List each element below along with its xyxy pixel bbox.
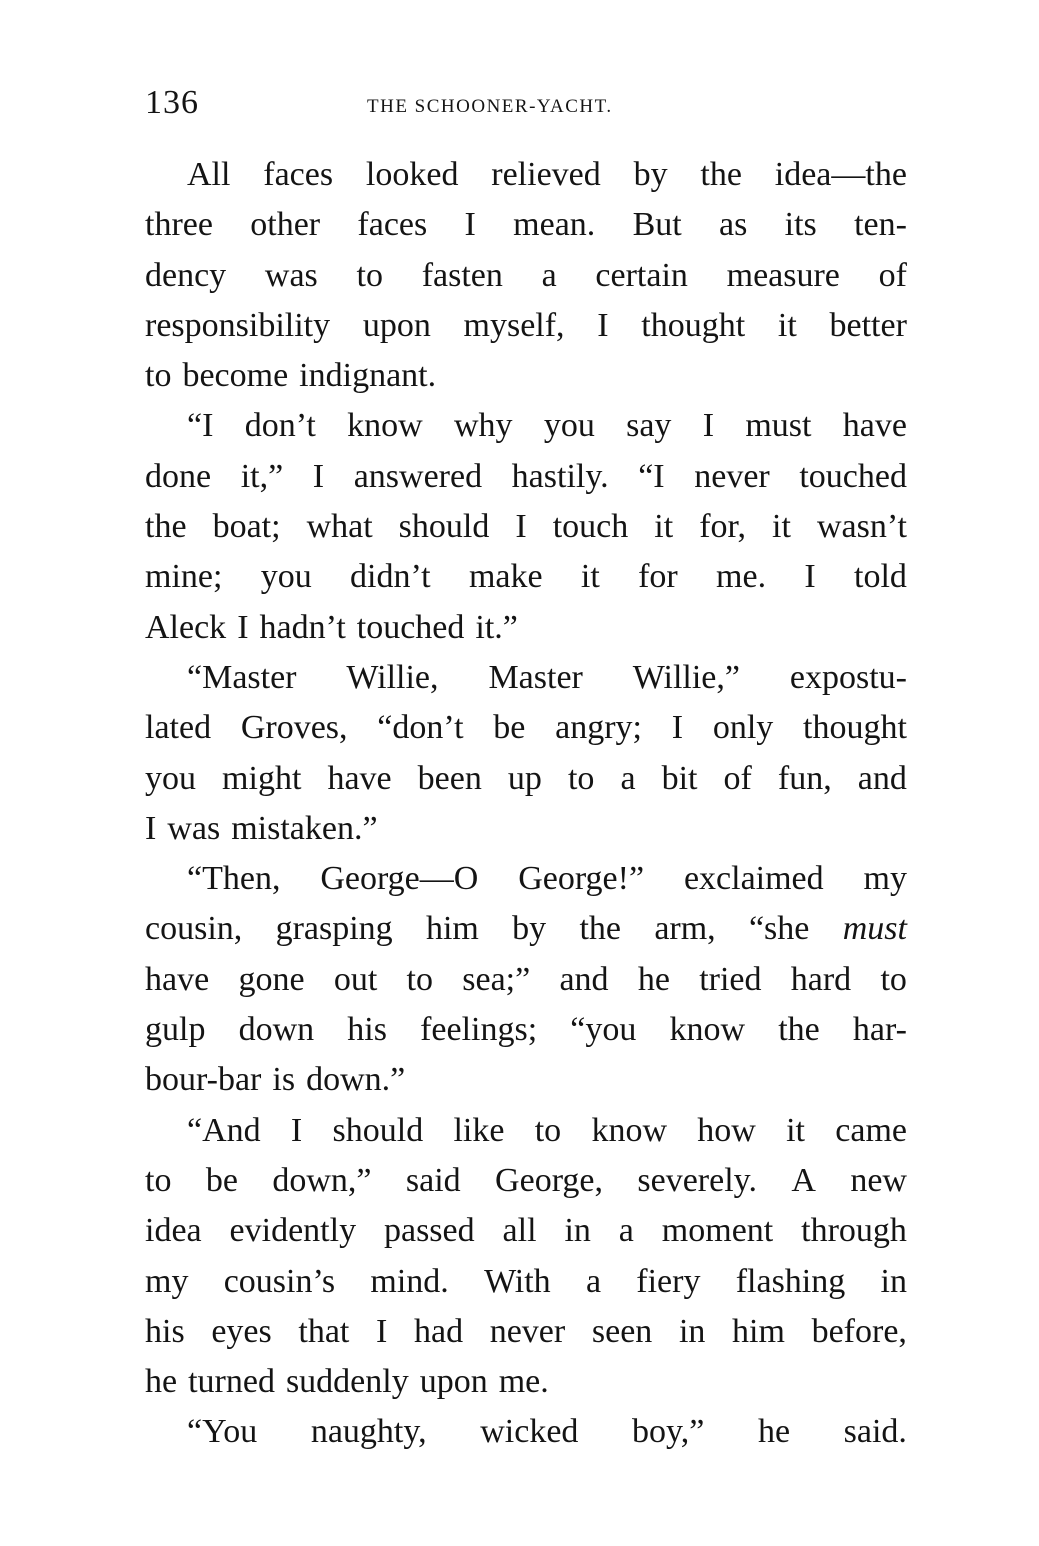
word: certain [595, 256, 688, 294]
word: I [597, 306, 609, 344]
word: “she [748, 910, 810, 948]
word: was [264, 256, 318, 294]
word: him [425, 910, 479, 948]
word: evidently [229, 1212, 357, 1250]
word: hastily. [511, 457, 609, 495]
text-line [145, 603, 907, 653]
word: idea—the [774, 156, 907, 193]
word: why [453, 407, 513, 445]
word: by [633, 156, 668, 193]
word: fiery [636, 1262, 701, 1300]
word: like [453, 1111, 505, 1149]
word: arm, [654, 910, 716, 948]
word: I [145, 809, 157, 847]
word: must [842, 910, 907, 948]
word: I [804, 558, 816, 596]
word: he [145, 1363, 178, 1401]
text-line [145, 1307, 907, 1357]
word: idea [145, 1212, 202, 1250]
word: and [857, 759, 907, 797]
word: don’t [244, 407, 316, 445]
word: have [327, 759, 392, 797]
word: must [745, 407, 812, 445]
word: to [567, 759, 595, 797]
word: to [880, 960, 907, 998]
text-line [145, 1106, 907, 1156]
word: Groves, [240, 709, 348, 747]
text-line [145, 401, 907, 451]
page-header [145, 84, 907, 132]
word: my [145, 1262, 189, 1300]
word: my [863, 860, 907, 898]
word: mine; [145, 558, 223, 596]
word: responsibility [145, 306, 331, 344]
word: “you [570, 1011, 637, 1049]
word: wicked [480, 1413, 579, 1451]
word: George—O [320, 860, 479, 898]
word: never [489, 1312, 566, 1350]
word: fun, [777, 759, 832, 797]
word: I [237, 608, 249, 646]
word: for, [699, 508, 746, 546]
word: George, [495, 1161, 603, 1199]
text-line [145, 1005, 907, 1055]
word: Willie,” [632, 658, 740, 696]
text-line [145, 754, 907, 804]
word: With [484, 1262, 551, 1300]
word: by [512, 910, 547, 948]
text-line [145, 653, 907, 703]
word: down.” [306, 1061, 406, 1099]
word: relieved [491, 156, 601, 193]
word: har- [852, 1011, 907, 1049]
word: moment [661, 1212, 774, 1250]
word: out [333, 960, 378, 998]
word: “You [187, 1413, 258, 1451]
word: expostu- [789, 658, 907, 696]
word: seen [591, 1312, 653, 1350]
word: “Then, [187, 860, 281, 898]
word: have [145, 960, 210, 998]
text-line [145, 301, 907, 351]
word: I [464, 206, 476, 244]
word: cousin’s [223, 1262, 336, 1300]
word: looked [365, 156, 459, 193]
text-line [145, 1156, 907, 1206]
word: that [298, 1312, 350, 1350]
word: bit [661, 759, 698, 797]
body-text [145, 150, 907, 1458]
word: passed [383, 1212, 475, 1250]
word: A [791, 1161, 816, 1199]
word: eyes [211, 1312, 272, 1350]
word: tried [699, 960, 762, 998]
word: I [515, 508, 527, 546]
word: “I [187, 407, 214, 445]
word: through [801, 1212, 907, 1250]
word: Willie, [346, 658, 439, 696]
word: me. [716, 558, 767, 596]
page-number: 136 [145, 84, 199, 121]
word: feelings; [420, 1011, 538, 1049]
word: a [618, 1212, 634, 1250]
word: “I [638, 457, 665, 495]
word: for [638, 558, 678, 596]
word: know [591, 1111, 667, 1149]
word: severely. [637, 1161, 757, 1199]
word: his [347, 1011, 387, 1049]
word: you [260, 558, 312, 596]
word: mean. [513, 206, 596, 244]
text-line [145, 1055, 907, 1105]
word: cousin, [145, 910, 243, 948]
word: mind. [370, 1262, 449, 1300]
word: dency [145, 256, 227, 294]
text-line [145, 200, 907, 250]
word: his [145, 1312, 185, 1350]
word: lated [145, 709, 212, 747]
word: before, [811, 1312, 907, 1350]
word: had [413, 1312, 464, 1350]
word: to [406, 960, 433, 998]
word: naughty, [310, 1413, 427, 1451]
word: what [306, 508, 373, 546]
word: touched [356, 608, 465, 646]
word: thought [641, 306, 746, 344]
word: said. [843, 1413, 907, 1451]
word: thought [803, 709, 907, 747]
word: exclaimed [683, 860, 824, 898]
word: myself, [463, 306, 565, 344]
word: he [637, 960, 670, 998]
word: a [541, 256, 557, 294]
word: it.” [475, 608, 518, 646]
word: done [145, 457, 212, 495]
word: answered [353, 457, 483, 495]
text-line [145, 904, 907, 954]
word: to [145, 357, 172, 395]
word: should [332, 1111, 424, 1149]
word: it [580, 558, 600, 596]
word: better [829, 306, 907, 344]
word: came [835, 1111, 907, 1149]
word: down [238, 1011, 315, 1049]
word: to [534, 1111, 562, 1149]
word: I [671, 709, 684, 747]
word: All [187, 156, 231, 193]
word: measure [726, 256, 840, 294]
word: all [502, 1212, 537, 1250]
word: you [543, 407, 595, 445]
word: a [620, 759, 636, 797]
word: “And [187, 1111, 261, 1149]
text-line [145, 804, 907, 854]
word: I [376, 1312, 388, 1350]
word: been [417, 759, 482, 797]
text-line [145, 955, 907, 1005]
word: say [626, 407, 672, 445]
word: upon [419, 1363, 488, 1401]
word: only [712, 709, 774, 747]
word: bour-bar [145, 1061, 262, 1099]
word: touch [552, 508, 629, 546]
word: hard [790, 960, 852, 998]
word: how [697, 1111, 756, 1149]
word: touched [799, 457, 907, 495]
word: have [842, 407, 907, 445]
word: suddenly [285, 1363, 409, 1401]
word: flashing [735, 1262, 846, 1300]
word: be [205, 1161, 238, 1199]
word: I [290, 1111, 303, 1149]
word: up [507, 759, 542, 797]
word: in [678, 1312, 706, 1350]
word: as [719, 206, 748, 244]
word: the [579, 910, 622, 948]
word: a [585, 1262, 602, 1300]
word: it [654, 508, 674, 546]
text-line [145, 1257, 907, 1307]
word: it [777, 306, 797, 344]
running-head: THE SCHOONER-YACHT. [367, 96, 613, 117]
word: down,” [272, 1161, 372, 1199]
word: to [145, 1161, 172, 1199]
text-line [145, 502, 907, 552]
word: it [786, 1111, 805, 1149]
text-line [145, 854, 907, 904]
word: you [145, 759, 196, 797]
word: mistaken.” [231, 809, 378, 847]
text-line [145, 552, 907, 602]
word: faces [357, 206, 428, 244]
word: of [878, 256, 907, 294]
text-line [145, 703, 907, 753]
word: boat; [212, 508, 281, 546]
word: it [772, 508, 791, 546]
word: the [145, 508, 187, 546]
word: Master [488, 658, 583, 696]
word: gulp [145, 1011, 206, 1049]
word: “don’t [377, 709, 464, 747]
word: I [312, 457, 325, 495]
word: wasn’t [816, 508, 907, 546]
word: said [405, 1161, 461, 1199]
word: indignant. [299, 357, 437, 395]
text-line [145, 351, 907, 401]
word: was [167, 809, 221, 847]
word: grasping [275, 910, 393, 948]
word: to [356, 256, 383, 294]
text-line [145, 1206, 907, 1256]
word: Aleck [145, 608, 227, 646]
word: and [559, 960, 609, 998]
word: fasten [421, 256, 503, 294]
word: hadn’t [259, 608, 346, 646]
word: should [398, 508, 490, 546]
word: George!” [518, 860, 645, 898]
text-line [145, 1407, 907, 1457]
word: in [564, 1212, 591, 1250]
word: be [493, 709, 526, 747]
word: new [850, 1161, 907, 1199]
word: might [222, 759, 302, 797]
word: know [347, 407, 423, 445]
word: told [854, 558, 907, 596]
text-line [145, 1357, 907, 1407]
word: faces [263, 156, 334, 193]
word: upon [362, 306, 431, 344]
text-line [145, 452, 907, 502]
word: angry; [555, 709, 642, 747]
word: boy,” [632, 1413, 705, 1451]
word: of [723, 759, 752, 797]
word: become [182, 357, 289, 395]
word: “Master [187, 658, 297, 696]
word: sea;” [462, 960, 531, 998]
word: gone [238, 960, 305, 998]
word: the [778, 1011, 820, 1049]
text-line [145, 150, 907, 200]
word: know [669, 1011, 746, 1049]
word: is [272, 1061, 296, 1099]
word: he [757, 1413, 791, 1451]
word: three [145, 206, 213, 244]
word: never [694, 457, 770, 495]
word: in [880, 1262, 907, 1300]
word: other [250, 206, 321, 244]
word: I [702, 407, 715, 445]
text-line [145, 251, 907, 301]
word: But [632, 206, 682, 244]
word: him [732, 1312, 785, 1350]
word: ten- [854, 206, 907, 244]
word: its [784, 206, 817, 244]
word: turned [188, 1363, 275, 1401]
word: it,” [240, 457, 284, 495]
word: me. [498, 1363, 549, 1401]
word: the [700, 156, 742, 193]
word: didn’t [350, 558, 431, 596]
word: make [468, 558, 543, 596]
